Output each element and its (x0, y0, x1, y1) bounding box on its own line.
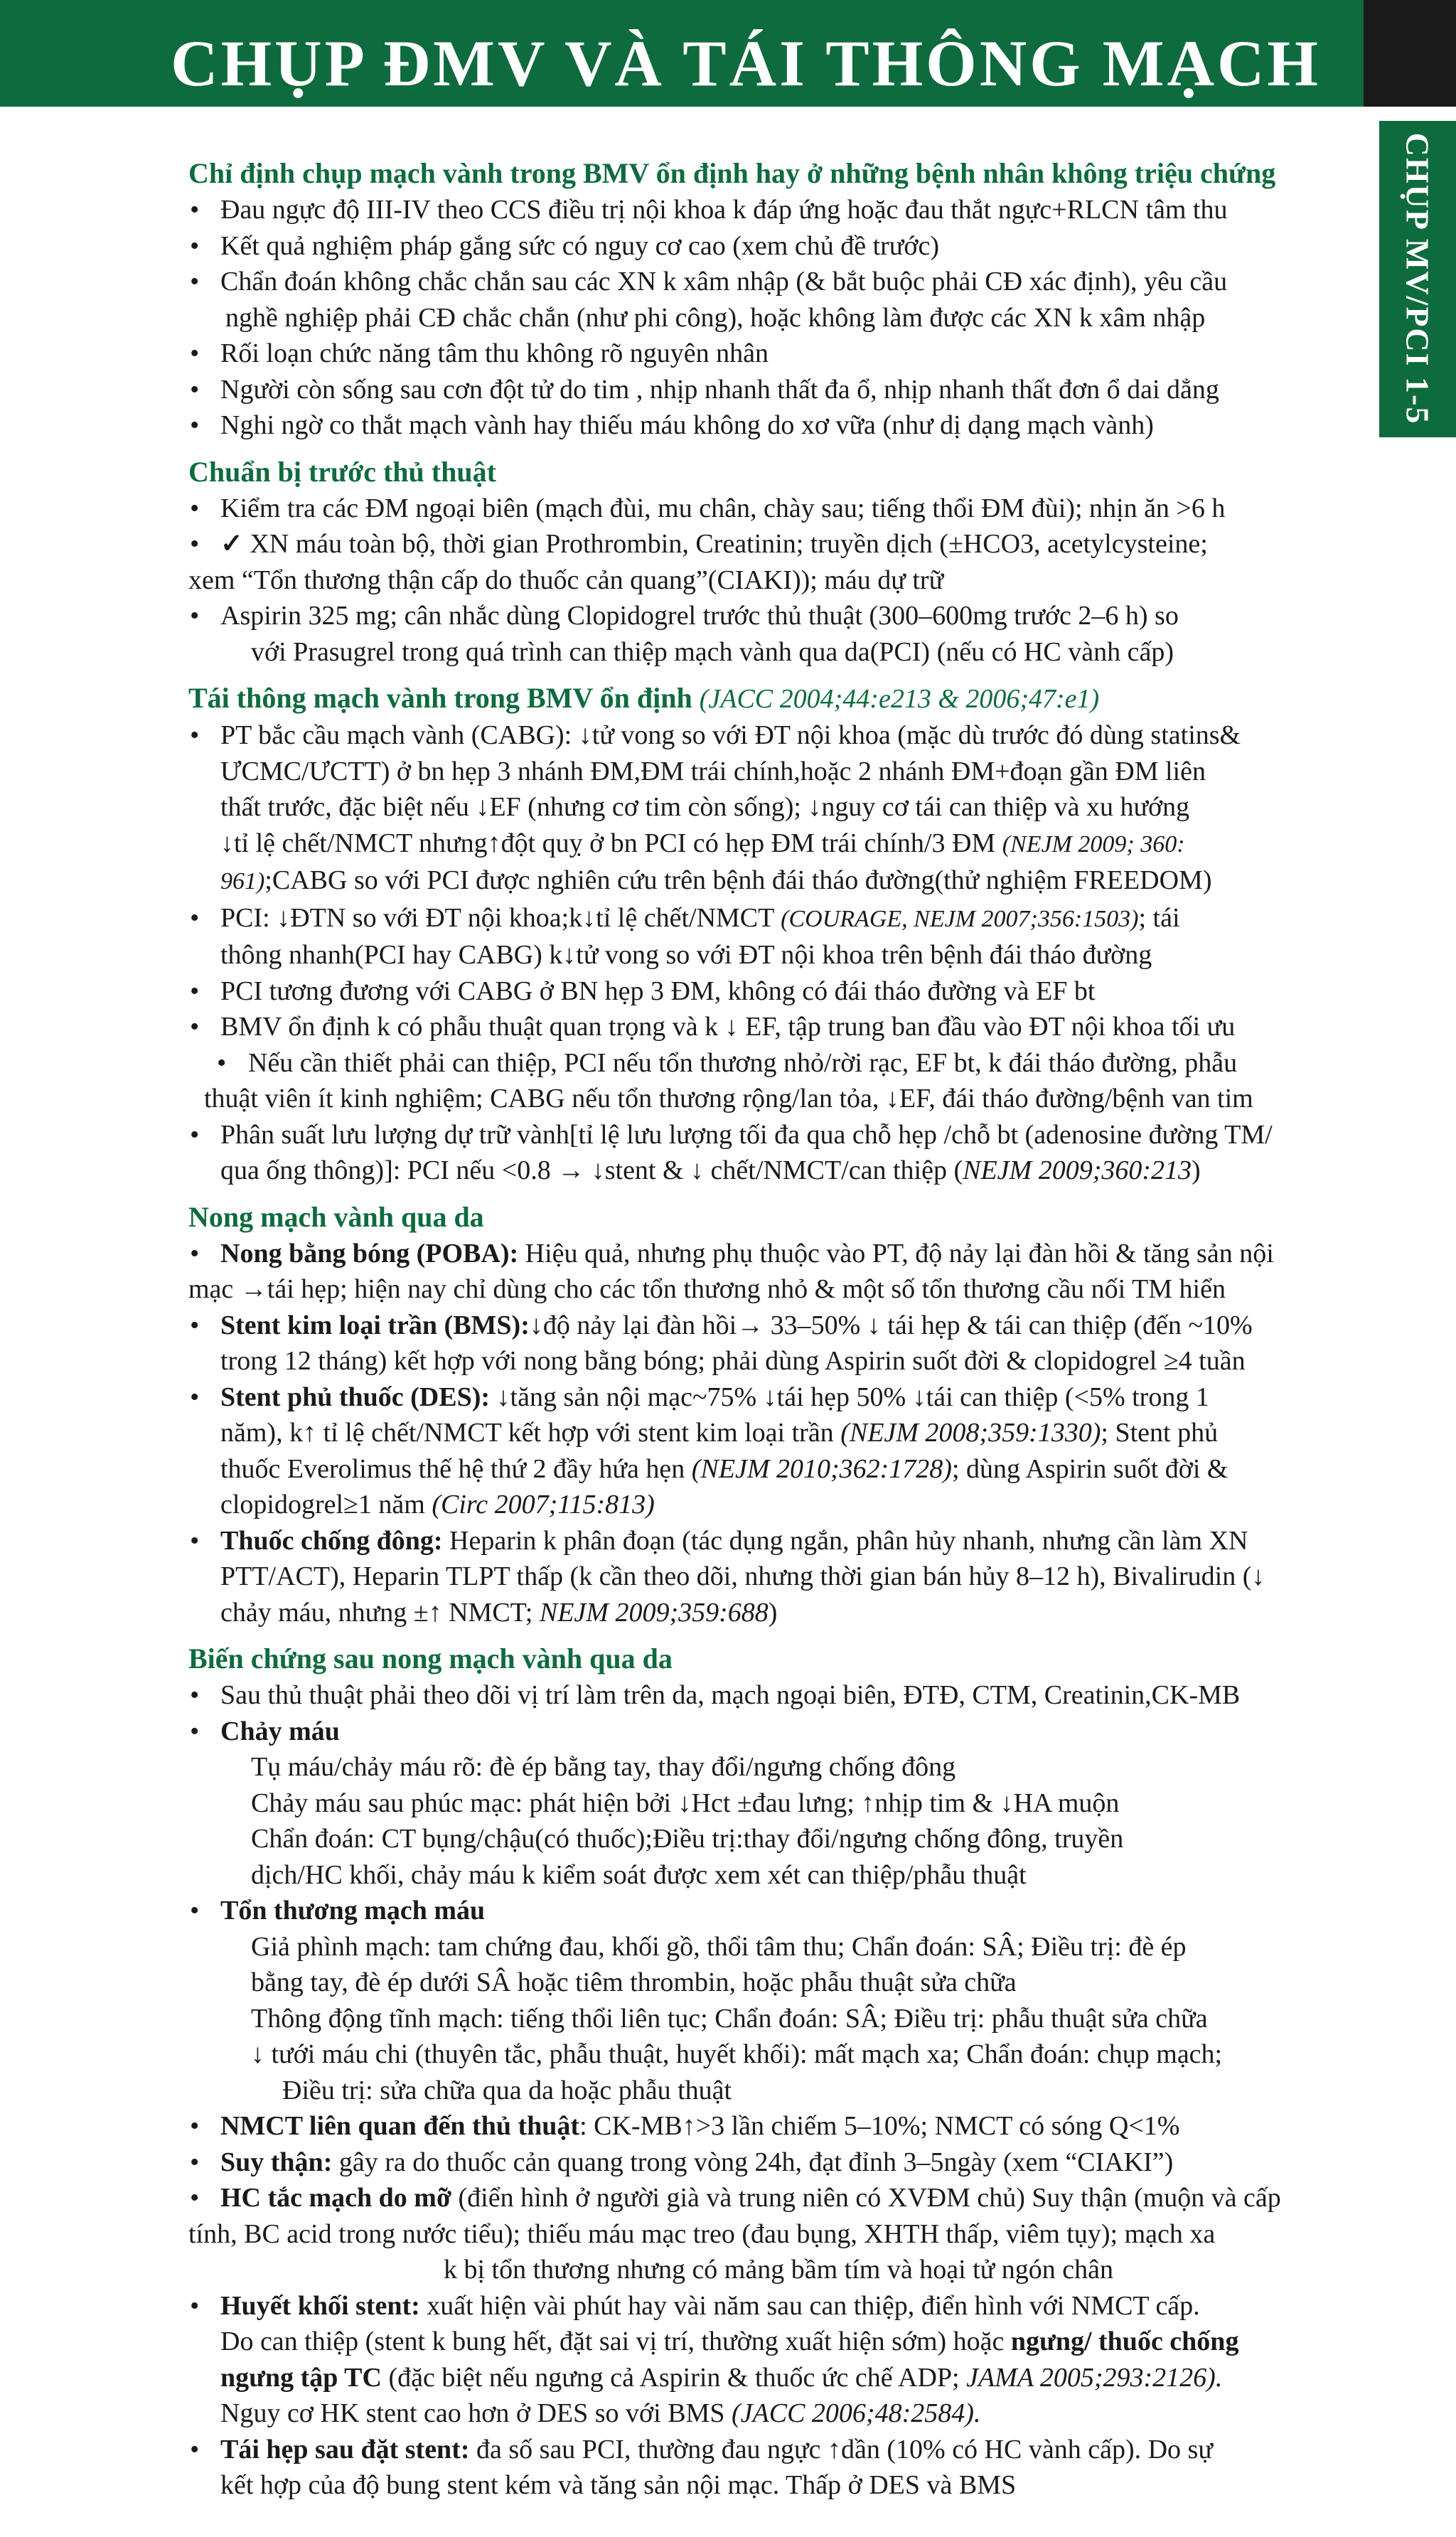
list-item: • Chẩn đoán không chắc chắn sau các XN k xâm nhập (& bắt buộc phải CĐ xác định), yêu cầu (188, 264, 1369, 300)
list-item-continuation: ƯCMC/ƯCTT) ở bn hẹp 3 nhánh ĐM,ĐM trái chính,hoặc 2 nhánh ĐM+đoạn gần ĐM liên (220, 756, 1206, 786)
section-heading-complications: Biến chứng sau nong mạch vành qua da (188, 1643, 673, 1675)
citation: (Circ 2007;115:813) (432, 1490, 655, 1519)
bullet-icon: • (190, 195, 200, 225)
bullet-icon: • (190, 2147, 200, 2177)
list-item-continuation: PTT/ACT), Heparin TLPT thấp (k cần theo dõi, nhưng thời gian bán hủy 8–12 h), Bivalirudin (↓ (220, 1561, 1265, 1591)
list-item-continuation: qua ống thông)]: PCI nếu <0.8 → ↓stent & ↓ chết/NMCT/can thiệp (NEJM 2009;360:213) (220, 1155, 1201, 1185)
sub-item: Điều trị: sửa chữa qua da hoặc phẫu thuật (282, 2075, 732, 2105)
sub-item: bằng tay, đè ép dưới SÂ hoặc tiêm thrombin, hoặc phẫu thuật sửa chữa (251, 1967, 1017, 1997)
list-item: • HC tắc mạch do mỡ (điển hình ở người già và trung niên có XVĐM chủ) Suy thận (muộn và cấp (188, 2180, 1369, 2216)
citation: (NEJM 2009; 360: (1002, 830, 1185, 858)
list-item-continuation: ↓tỉ lệ chết/NMCT nhưng↑đột quỵ ở bn PCI có hẹp ĐM trái chính/3 ĐM (NEJM 2009; 360: (220, 828, 1185, 858)
sub-item: dịch/HC khối, chảy máu k kiểm soát được xem xét can thiệp/phẫu thuật (251, 1859, 1027, 1890)
list-item: • PCI: ↓ĐTN so với ĐT nội khoa;k↓tỉ lệ chết/NMCT (COURAGE, NEJM 2007;356:1503); tái (188, 900, 1369, 938)
bullet-icon: • (190, 267, 200, 297)
list-item-continuation: tính, BC acid trong nước tiểu); thiếu máu mạc treo (đau bụng, XHTH thấp, viêm tụy); mạch xa (188, 2218, 1216, 2249)
bullet-icon: • (190, 1525, 200, 1556)
citation: 961) (220, 868, 265, 894)
sub-item: Giả phình mạch: tam chứng đau, khối gồ, thổi tâm thu; Chẩn đoán: SÂ; Điều trị: đè ép (251, 1931, 1187, 1962)
bullet-icon: • (190, 529, 200, 559)
side-tab-label: CHỤP MV/PCI 1-5 (1399, 132, 1436, 425)
citation: (NEJM 2010;362:1728) (691, 1453, 952, 1484)
list-item-continuation: chảy máu, nhưng ±↑ NMCT; NEJM 2009;359:688) (220, 1597, 778, 1628)
list-item-continuation: với Prasugrel trong quá trình can thiệp mạch vành qua da(PCI) (nếu có HC vành cấp) (251, 636, 1174, 667)
citation: NEJM 2009;360:213 (963, 1155, 1192, 1185)
list-item-continuation: mạc →tái hẹp; hiện nay chỉ dùng cho các tổn thương nhỏ & một số tổn thương cầu nối TM hiển (188, 1274, 1226, 1304)
list-item: • Stent phủ thuốc (DES): ↓tăng sản nội mạc~75% ↓tái hẹp 50% ↓tái can thiệp (<5% trong 1 (188, 1379, 1369, 1416)
list-item: • NMCT liên quan đến thủ thuật: CK-MB↑>3 lần chiếm 5–10%; NMCT có sóng Q<1% (188, 2108, 1369, 2145)
list-item: • BMV ổn định k có phẫu thuật quan trọng và k ↓ EF, tập trung ban đầu vào ĐT nội khoa tối ưu (188, 1009, 1369, 1045)
list-item: • Stent kim loại trần (BMS):↓độ nảy lại đàn hồi→ 33–50% ↓ tái hẹp & tái can thiệp (đến ~10% (188, 1308, 1369, 1344)
list-item: • PT bắc cầu mạch vành (CABG): ↓tử vong so với ĐT nội khoa (mặc dù trước đó dùng statins& (188, 717, 1369, 754)
list-item: • PCI tương đương với CABG ở BN hẹp 3 ĐM, không có đái tháo đường và EF bt (188, 973, 1369, 1010)
heading-citation: (JACC 2004;44:e213 & 2006;47:e1) (699, 684, 1100, 714)
citation: JAMA 2005;293:2126). (966, 2362, 1223, 2393)
list-item: • Đau ngực độ III-IV theo CCS điều trị nội khoa k đáp ứng hoặc đau thắt ngực+RLCN tâm thu (188, 192, 1369, 228)
sub-item: Chảy máu sau phúc mạc: phát hiện bởi ↓Hct ±đau lưng; ↑nhịp tim & ↓HA muộn (251, 1788, 1120, 1818)
list-item: • Aspirin 325 mg; cân nhắc dùng Clopidogrel trước thủ thuật (300–600mg trước 2–6 h) so (188, 598, 1369, 634)
bullet-icon: • (217, 1047, 227, 1078)
list-item: • Phân suất lưu lượng dự trữ vành[tỉ lệ lưu lượng tối đa qua chỗ hẹp /chỗ bt (adenosine đường TM/ (188, 1117, 1369, 1153)
list-item-continuation: 961);CABG so với PCI được nghiên cứu trên bệnh đái tháo đường(thử nghiệm FREEDOM) (220, 865, 1212, 895)
list-item: • Người còn sống sau cơn đột tử do tim , nhịp nhanh thất đa ổ, nhịp nhanh thất đơn ổ dai dẳng (188, 372, 1369, 408)
list-item-continuation: nghề nghiệp phải CĐ chắc chắn (như phi công), hoặc không làm được các XN k xâm nhập (225, 302, 1206, 333)
list-item-continuation: Nguy cơ HK stent cao hơn ở DES so với BMS (JACC 2006;48:2584). (220, 2398, 981, 2428)
bullet-icon: • (190, 1119, 200, 1150)
bullet-icon: • (190, 1716, 200, 1746)
bullet-icon: • (190, 601, 200, 631)
list-item: • Rối loạn chức năng tâm thu không rõ nguyên nhân (188, 336, 1369, 372)
list-item-continuation: xem “Tổn thương thận cấp do thuốc cản quang”(CIAKI)); máu dự trữ (188, 565, 944, 595)
list-item-continuation: k bị tổn thương nhưng có mảng bầm tím và hoại tử ngón chân (443, 2255, 1114, 2285)
list-item: • Tái hẹp sau đặt stent: đa số sau PCI, thường đau ngực ↑dần (10% có HC vành cấp). Do sự (188, 2432, 1369, 2468)
bullet-icon: • (190, 1680, 200, 1710)
list-item: • Nong bằng bóng (POBA): Hiệu quả, nhưng phụ thuộc vào PT, độ nảy lại đàn hồi & tăng sản nội (188, 1236, 1369, 1272)
bullet-icon: • (190, 1382, 200, 1412)
list-item-continuation: năm), k↑ tỉ lệ chết/NMCT kết hợp với stent kim loại trần (NEJM 2008;359:1330); Stent phủ (220, 1418, 1219, 1448)
section-heading-preparation: Chuẩn bị trước thủ thuật (188, 455, 496, 488)
section-heading-indications: Chỉ định chụp mạch vành trong BMV ổn định hay ở những bệnh nhân không triệu chứng (188, 157, 1276, 189)
page-title: CHỤP ĐMV VÀ TÁI THÔNG MẠCH (171, 27, 1321, 100)
page-header (0, 0, 1364, 107)
bullet-icon: • (190, 1310, 200, 1340)
check-icon: ✓ (220, 529, 243, 559)
list-item: • Thuốc chống đông: Heparin k phân đoạn (tác dụng ngắn, phân hủy nhanh, nhưng cần làm XN (188, 1523, 1369, 1559)
list-item: • Suy thận: gây ra do thuốc cản quang trong vòng 24h, đạt đỉnh 3–5ngày (xem “CIAKI”) (188, 2145, 1369, 2181)
bullet-icon: • (190, 2111, 200, 2141)
sub-list-item: • Nếu cần thiết phải can thiệp, PCI nếu tổn thương nhỏ/rời rạc, EF bt, k đái tháo đường, phẫu (188, 1045, 1369, 1081)
bullet-icon: • (190, 1012, 200, 1042)
main-content (188, 155, 1369, 2504)
list-item-continuation: thuật viên ít kinh nghiệm; CABG nếu tổn thương rộng/lan tỏa, ↓EF, đái tháo đường/bệnh van tim (204, 1084, 1253, 1113)
list-item: • Kiểm tra các ĐM ngoại biên (mạch đùi, mu chân, chày sau; tiếng thổi ĐM đùi); nhịn ăn >6 h (188, 491, 1369, 527)
list-item: • Nghi ngờ co thắt mạch vành hay thiếu máu không do xơ vữa (như dị dạng mạch vành) (188, 407, 1369, 444)
bullet-icon: • (190, 2290, 200, 2321)
sub-item: Tụ máu/chảy máu rõ: đè ép bằng tay, thay đổi/ngưng chống đông (251, 1752, 956, 1782)
sub-item: Chẩn đoán: CT bụng/chậu(có thuốc);Điều trị:thay đổi/ngưng chống đông, truyền (251, 1824, 1124, 1854)
bullet-icon: • (190, 493, 200, 523)
bullet-icon: • (190, 2183, 200, 2213)
list-item-continuation: thuốc Everolimus thế hệ thứ 2 đầy hứa hẹn (NEJM 2010;362:1728); dùng Aspirin suốt đời & (220, 1453, 1228, 1484)
citation: (NEJM 2008;359:1330) (840, 1418, 1101, 1448)
sub-item: Thông động tĩnh mạch: tiếng thổi liên tục; Chẩn đoán: SÂ; Điều trị: phẫu thuật sửa chữa (251, 2003, 1208, 2034)
citation: (COURAGE, NEJM 2007;356:1503) (781, 905, 1139, 932)
citation: (JACC 2006;48:2584). (731, 2398, 981, 2428)
list-item: • Tổn thương mạch máu (188, 1893, 1369, 1929)
list-item-continuation: thông nhanh(PCI hay CABG) k↓tử vong so với ĐT nội khoa trên bệnh đái tháo đường (220, 940, 1152, 970)
bullet-icon: • (190, 230, 200, 261)
section-heading-revascularization: Tái thông mạch vành trong BMV ổn định (JACC 2004;44:e213 & 2006;47:e1) (188, 682, 1100, 714)
sub-item: ↓ tưới máu chi (thuyên tắc, phẫu thuật, huyết khối): mất mạch xa; Chẩn đoán: chụp mạch; (251, 2039, 1223, 2069)
bullet-icon: • (190, 902, 200, 933)
bullet-icon: • (190, 976, 200, 1006)
list-item-continuation: clopidogrel≥1 năm (Circ 2007;115:813) (220, 1490, 655, 1519)
list-item-continuation: kết hợp của độ bung stent kém và tăng sản nội mạc. Thấp ở DES và BMS (220, 2470, 1017, 2500)
list-item-continuation: Do can thiệp (stent k bung hết, đặt sai vị trí, thường xuất hiện sớm) hoặc ngưng/ thuốc chống (220, 2327, 1239, 2356)
bullet-icon: • (190, 2434, 200, 2464)
citation: NEJM 2009;359:688 (539, 1597, 769, 1628)
bullet-icon: • (190, 1238, 200, 1268)
list-item: • Kết quả nghiệm pháp gắng sức có nguy cơ cao (xem chủ đề trước) (188, 228, 1369, 265)
bullet-icon: • (190, 1896, 200, 1926)
bullet-icon: • (190, 720, 200, 750)
list-item-continuation: ngưng tập TC (đặc biệt nếu ngưng cả Aspirin & thuốc ức chế ADP; JAMA 2005;293:2126). (220, 2362, 1223, 2393)
corner-block (1364, 0, 1456, 107)
bullet-icon: • (190, 374, 200, 405)
section-heading-pci: Nong mạch vành qua da (188, 1200, 484, 1233)
list-item: • Huyết khối stent: xuất hiện vài phút hay vài năm sau can thiệp, điển hình với NMCT cấp. (188, 2288, 1369, 2324)
bullet-icon: • (190, 338, 200, 368)
list-item: • Chảy máu (188, 1714, 1369, 1750)
list-item: • ✓ XN máu toàn bộ, thời gian Prothrombin, Creatinin; truyền dịch (±HCO3, acetylcysteine; (188, 526, 1369, 562)
list-item: • Sau thủ thuật phải theo dõi vị trí làm trên da, mạch ngoại biên, ĐTĐ, CTM, Creatinin,CK-MB (188, 1677, 1369, 1714)
bullet-icon: • (190, 410, 200, 440)
list-item-continuation: thất trước, đặc biệt nếu ↓EF (nhưng cơ tim còn sống); ↓nguy cơ tái can thiệp và xu hướng (220, 792, 1190, 822)
list-item-continuation: trong 12 tháng) kết hợp với nong bằng bóng; phải dùng Aspirin suốt đời & clopidogrel ≥4 tuần (220, 1346, 1246, 1376)
